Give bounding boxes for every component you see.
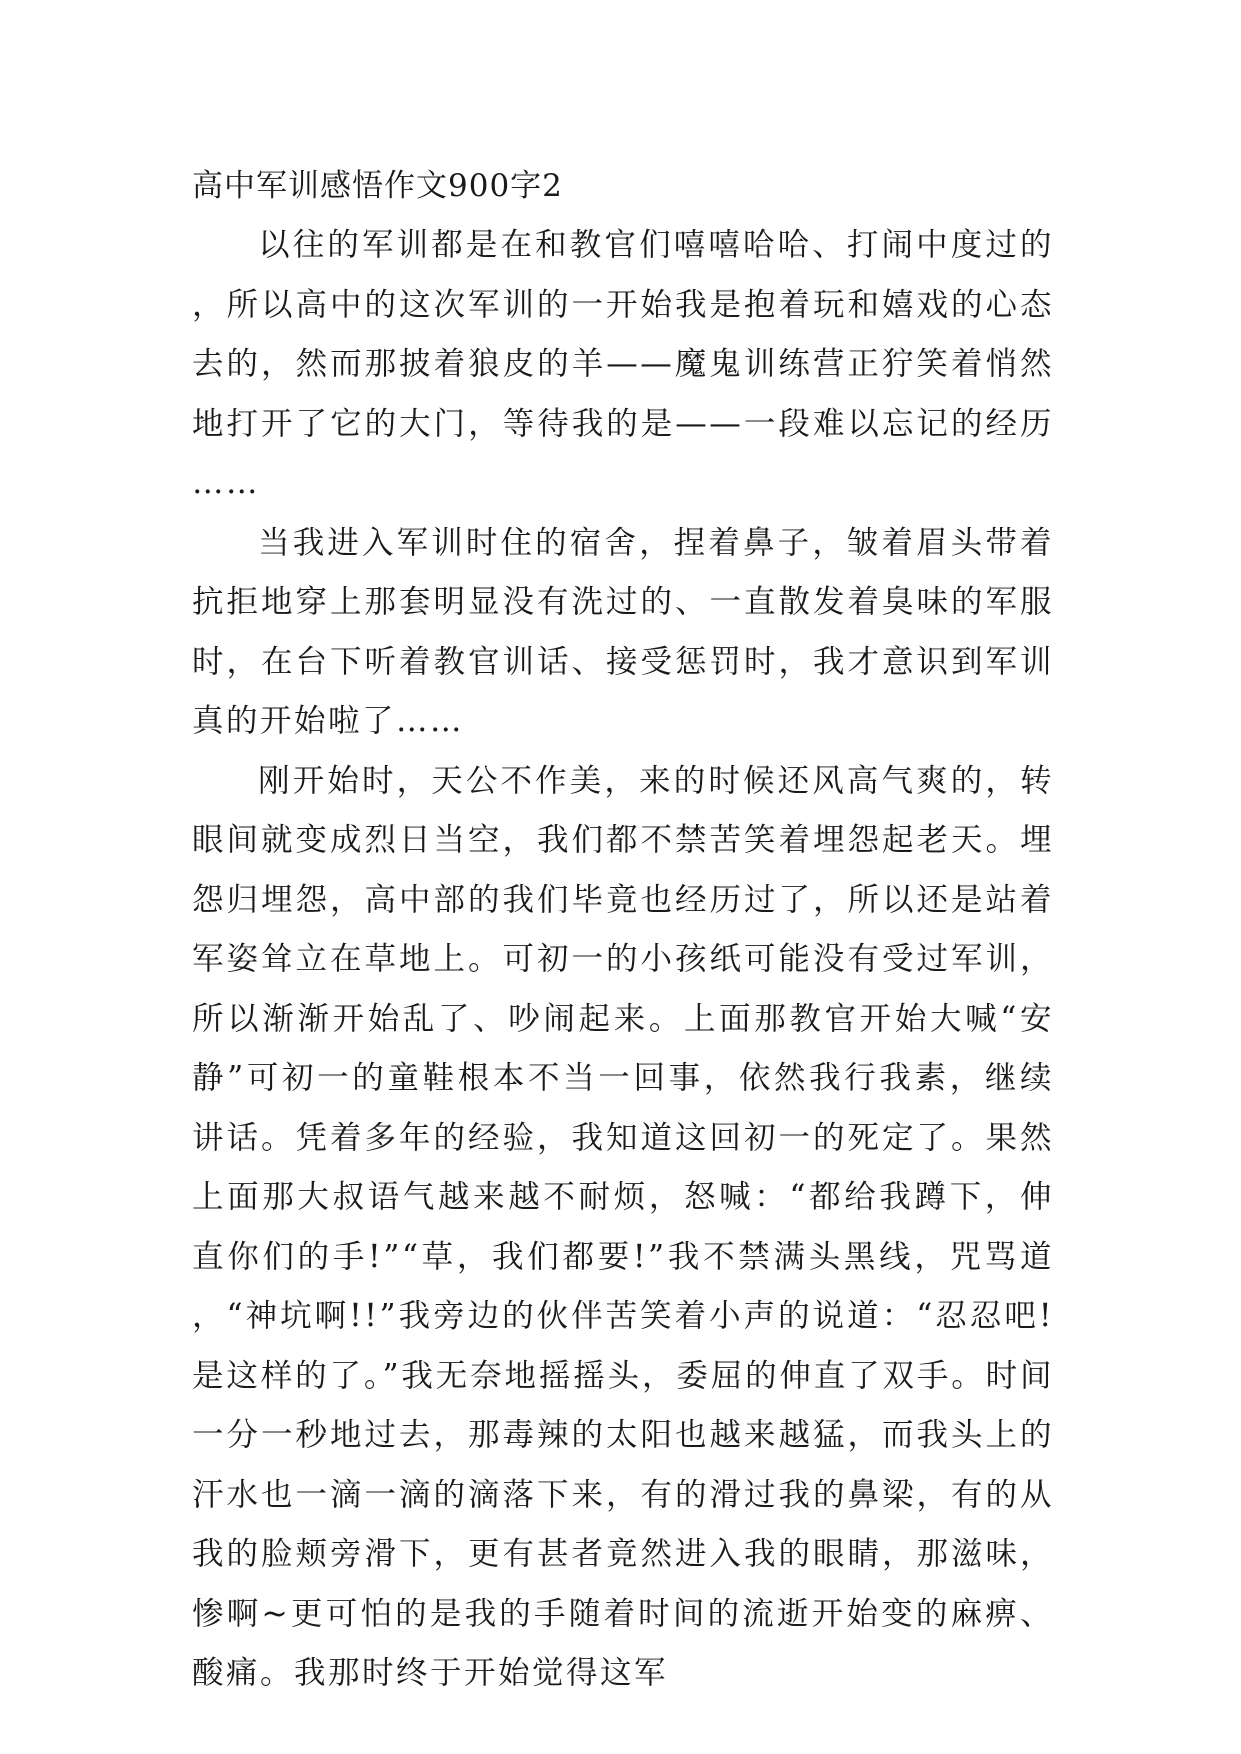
paragraph-1: 以往的军训都是在和教官们嘻嘻哈哈、打闹中度过的，所以高中的这次军训的一开始我是抱着玩和嬉戏的心态去的，然而那披着狼皮的羊——魔鬼训练营正狞笑着悄然地打开了它的大门，等待我的是——一段难以忘记的经历…… <box>192 227 1054 501</box>
paragraph-3: 刚开始时，天公不作美，来的时候还风高气爽的，转眼间就变成烈日当空，我们都不禁苦笑着埋怨起老天。埋怨归埋怨，高中部的我们毕竟也经历过了，所以还是站着军姿耸立在草地上。可初一的小孩纸可能没有受过军训，所以渐渐开始乱了、吵闹起来。上面那教官开始大喊“安静”可初一的童鞋根本不当一回事，依然我行我素，继续讲话。凭着多年的经验，我知道这回初一的死定了。果然上面那大叔语气越来越不耐烦，怒喊：“都给我蹲下，伸直你们的手!”“草，我们都要!”我不禁满头黑线，咒骂道，“神坑啊!!”我旁边的伙伴苦笑着小声的说道：“忍忍吧!是这样的了。”我无奈地摇摇头，委屈的伸直了双手。时间一分一秒地过去，那毒辣的太阳也越来越猛，而我头上的汗水也一滴一滴的滴落下来，有的滑过我的鼻梁，有的从我的脸颊旁滑下，更有甚者竟然进入我的眼睛，那滋味，惨啊~更可怕的是我的手随着时间的流逝开始变的麻痹、酸痛。我那时终于开始觉得这军 <box>192 762 1054 1691</box>
paragraph-2: 当我进入军训时住的宿舍，捏着鼻子，皱着眉头带着抗拒地穿上那套明显没有洗过的、一直散发着臭味的军服时，在台下听着教官训话、接受惩罚时，我才意识到军训真的开始啦了…… <box>192 524 1054 739</box>
document-title: 高中军训感悟作文900字2 <box>192 168 563 204</box>
document-body <box>192 216 1054 1704</box>
